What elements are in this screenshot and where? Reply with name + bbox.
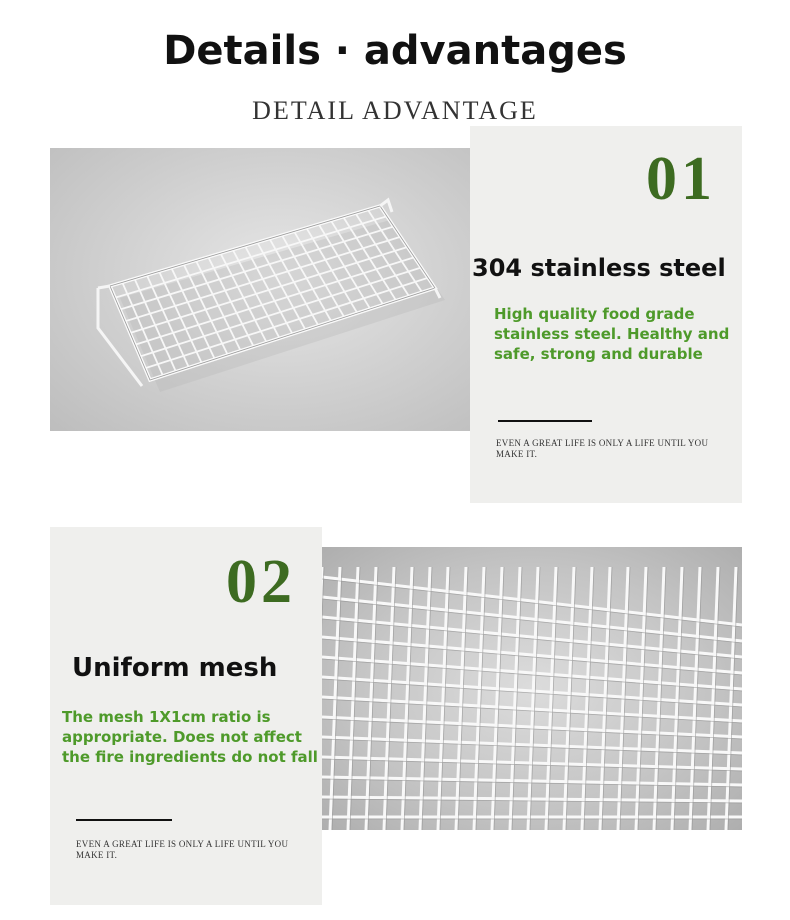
mesh-closeup-illustration (322, 547, 742, 830)
motto-text: EVEN A GREAT LIFE IS ONLY A LIFE UNTIL YOU MAKE IT. (496, 438, 709, 459)
feature-card-1 (470, 126, 742, 503)
feature-card-2 (50, 527, 322, 905)
product-photo-mesh (322, 547, 742, 830)
feature-description: High quality food grade stainless steel. Healthy and safe, strong and durable (494, 305, 730, 363)
motto-text: EVEN A GREAT LIFE IS ONLY A LIFE UNTIL YOU MAKE IT. (76, 839, 289, 860)
page-subtitle: DETAIL ADVANTAGE (252, 96, 538, 125)
wire-rack-illustration (50, 148, 470, 431)
feature-description: The mesh 1X1cm ratio is appropriate. Does not affect the fire ingredients do not fall (62, 708, 318, 766)
divider-line (498, 420, 592, 422)
product-photo-rack (50, 148, 470, 431)
divider-line (76, 819, 172, 821)
feature-number: 02 (226, 548, 296, 616)
feature-number: 01 (646, 145, 716, 213)
feature-heading: Uniform mesh (72, 653, 278, 683)
feature-heading: 304 stainless steel (472, 254, 726, 282)
page-title: Details · advantages (163, 28, 627, 74)
